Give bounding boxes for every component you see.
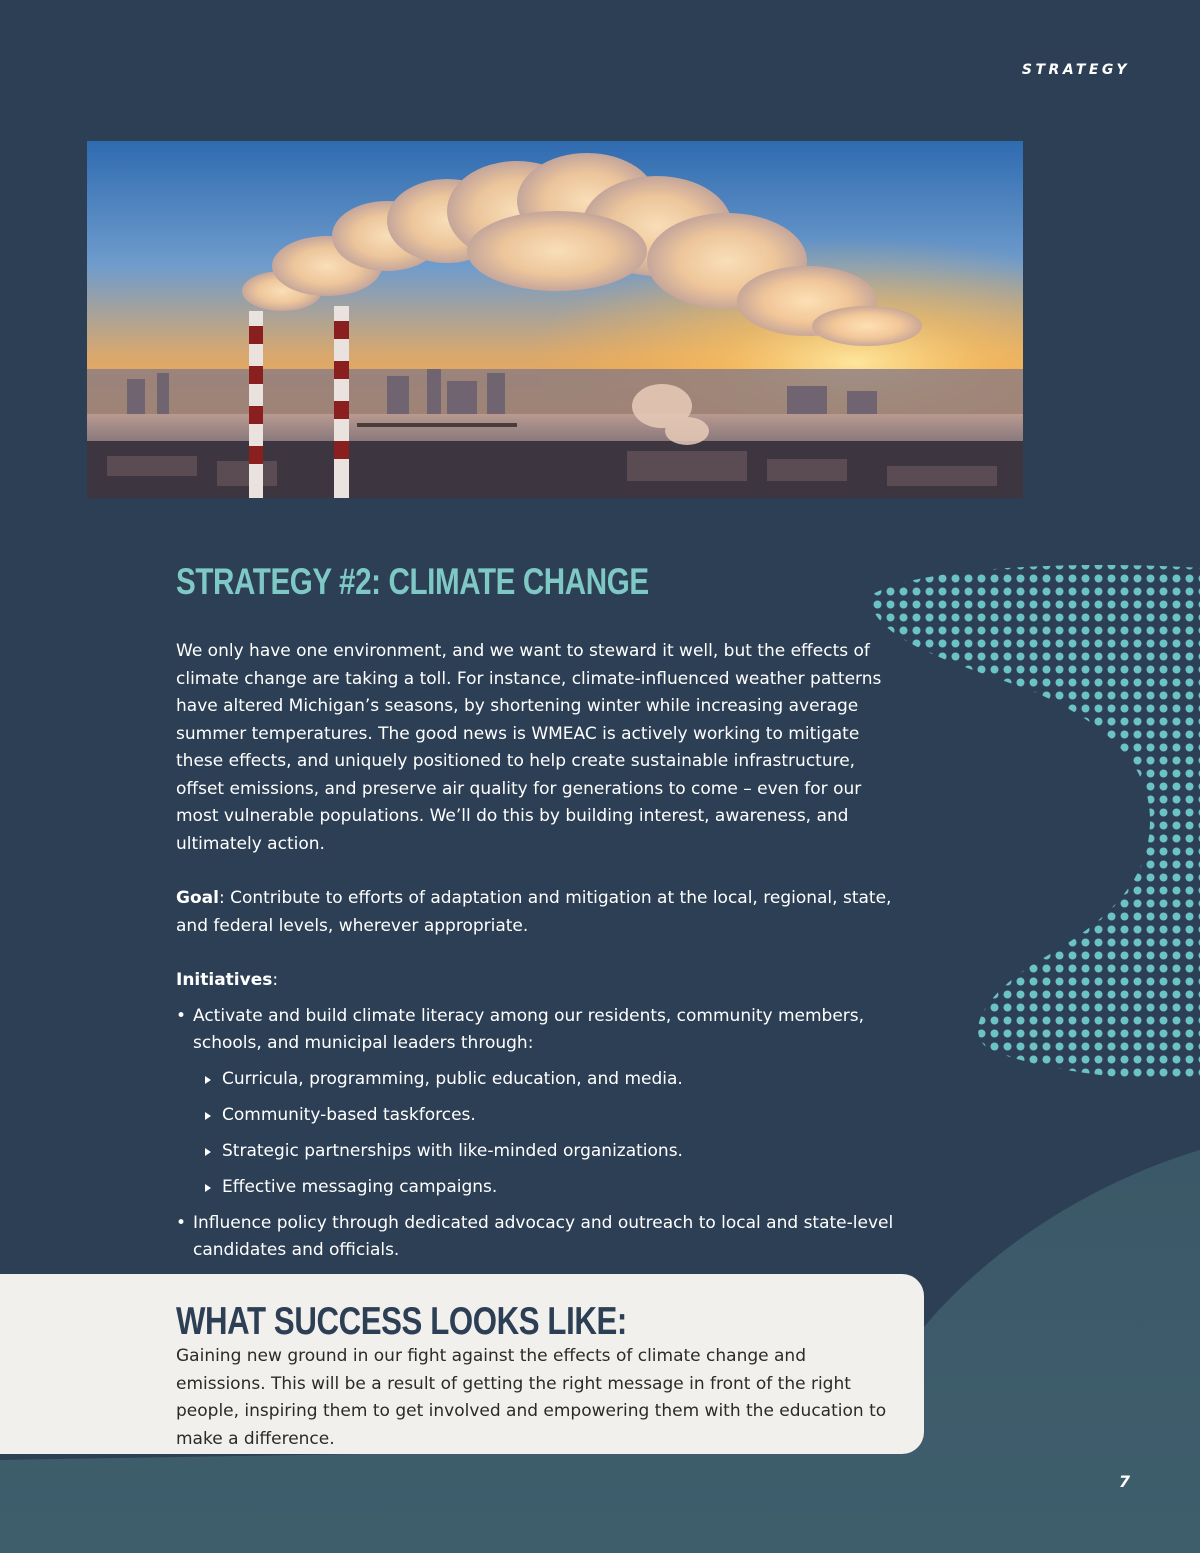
hero-image xyxy=(87,141,1023,498)
section-label: STRATEGY xyxy=(1021,62,1130,78)
triangle-bullet-icon xyxy=(205,1112,211,1120)
subitem-text: Community-based taskforces. xyxy=(222,1104,476,1125)
strategy-content xyxy=(176,638,896,1273)
triangle-bullet-icon xyxy=(205,1076,211,1084)
triangle-bullet-icon xyxy=(205,1148,211,1156)
goal-paragraph xyxy=(176,885,896,940)
success-title: WHAT SUCCESS LOOKS LIKE: xyxy=(176,1300,627,1343)
initiative-text: Activate and build climate literacy among our residents, community members, schools, and municipal leaders through: xyxy=(193,1005,865,1053)
initiative-subitem xyxy=(205,1138,896,1166)
initiative-item xyxy=(176,1003,896,1202)
goal-label: Goal xyxy=(176,888,219,908)
initiatives-label: Initiatives xyxy=(176,970,273,990)
initiative-subitem xyxy=(205,1102,896,1130)
smokestack-photo xyxy=(87,141,1023,498)
initiative-item xyxy=(176,1210,896,1265)
initiative-text: Influence policy through dedicated advocacy and outreach to local and state-level candidates and officials. xyxy=(193,1212,894,1260)
page-number: 7 xyxy=(1118,1472,1130,1491)
success-box xyxy=(0,1274,924,1454)
subitem-text: Effective messaging campaigns. xyxy=(222,1176,498,1197)
initiatives-colon: : xyxy=(272,970,279,990)
initiative-subitem xyxy=(205,1174,896,1202)
success-text: Gaining new ground in our fight against the effects of climate change and emissions. This will be a result of getting the right message in front of the right people, inspiring them to get involved and empowering them with the education to make a difference. xyxy=(176,1346,887,1449)
initiative-subitems xyxy=(193,1066,896,1202)
subitem-text: Curricula, programming, public education, and media. xyxy=(222,1068,683,1089)
initiative-subitem xyxy=(205,1066,896,1094)
triangle-bullet-icon xyxy=(205,1184,211,1192)
initiatives-list xyxy=(176,1003,896,1265)
initiatives-heading xyxy=(176,967,896,995)
dotted-swirl-shape xyxy=(870,565,1200,1080)
strategy-title: STRATEGY #2: CLIMATE CHANGE xyxy=(176,561,649,602)
subitem-text: Strategic partnerships with like-minded organizations. xyxy=(222,1140,683,1161)
goal-text: : Contribute to efforts of adaptation and mitigation at the local, regional, state, and federal levels, wherever appropriate. xyxy=(176,888,892,936)
intro-paragraph: We only have one environment, and we want to steward it well, but the effects of climate change are taking a toll. For instance, climate-influenced weather patterns have altered Michigan’s seasons, by shortening winter while increasing average summer temperatures. The good news is WMEAC is actively working to mitigate these effects, and uniquely positioned to help create sustainable infrastructure, offset emissions, and preserve air quality for generations to come – even for our most vulnerable populations. We’ll do this by building interest, awareness, and ultimately action. xyxy=(176,641,882,854)
